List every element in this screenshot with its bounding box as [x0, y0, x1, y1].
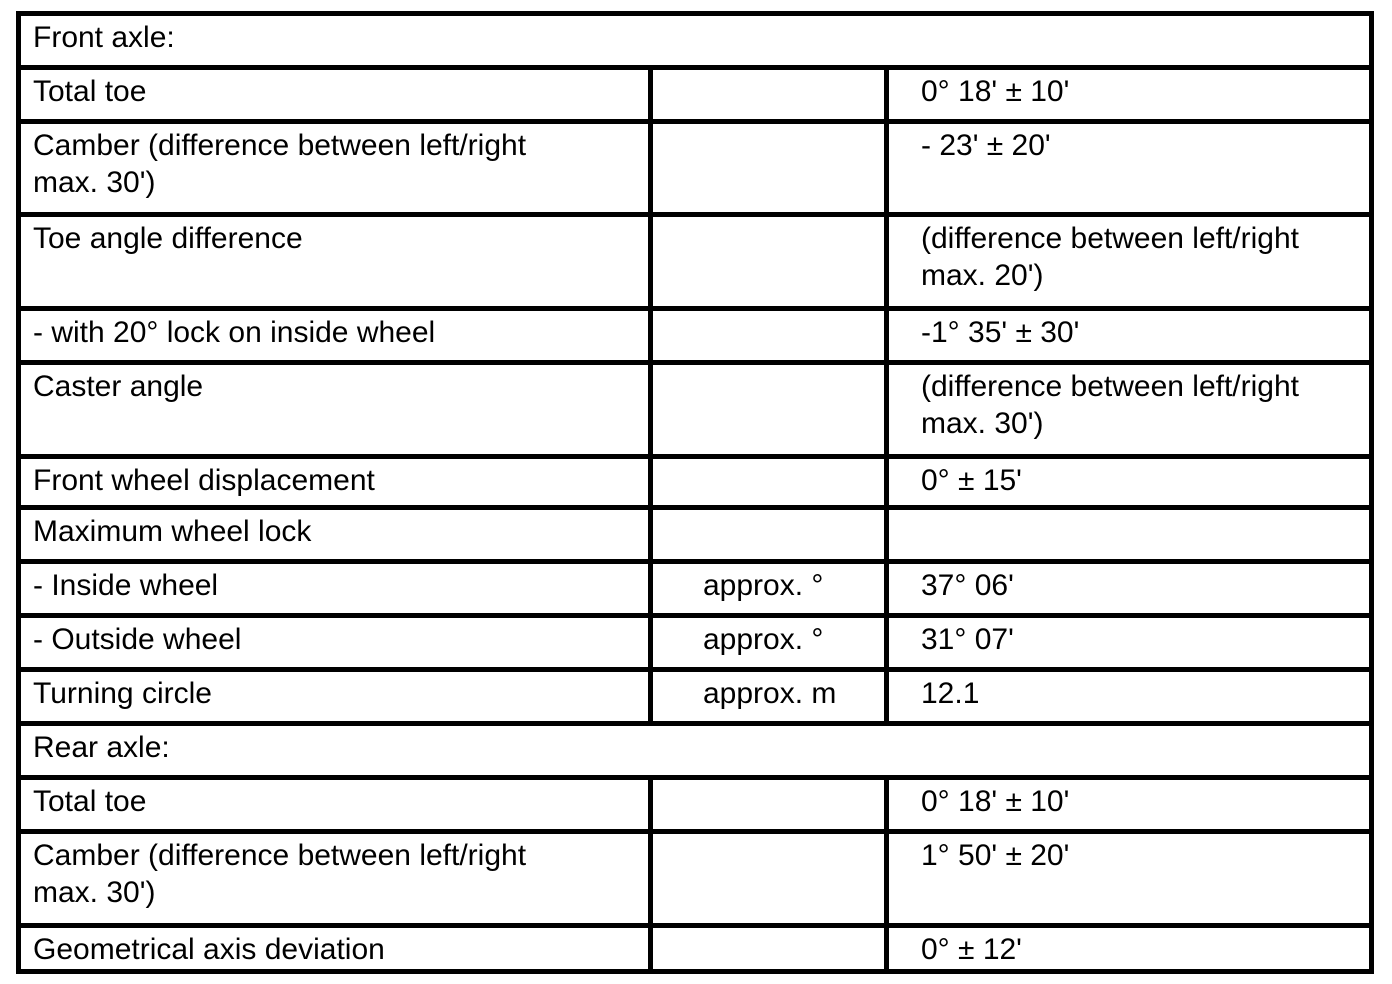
- unit-cell: [651, 457, 887, 508]
- front-axle-heading: Front axle:: [19, 14, 1372, 68]
- value-cell: (difference between left/right max. 20'): [887, 215, 1372, 309]
- table-row: [19, 508, 1372, 562]
- param-cell: Camber (difference between left/right max. 30'): [19, 832, 651, 926]
- param-cell: Caster angle: [19, 363, 651, 457]
- table-row: [19, 363, 1372, 457]
- table-row: [19, 670, 1372, 724]
- unit-cell: approx. °: [651, 562, 887, 616]
- value-cell: 0° ± 15': [887, 457, 1372, 508]
- param-cell: Turning circle: [19, 670, 651, 724]
- table-row: [19, 926, 1372, 972]
- value-cell: 1° 50' ± 20': [887, 832, 1372, 926]
- param-cell: Toe angle difference: [19, 215, 651, 309]
- unit-cell: [651, 122, 887, 215]
- unit-cell: [651, 68, 887, 122]
- table-row: [19, 457, 1372, 508]
- param-cell: Maximum wheel lock: [19, 508, 651, 562]
- value-cell: - 23' ± 20': [887, 122, 1372, 215]
- param-cell: - Outside wheel: [19, 616, 651, 670]
- value-cell: 0° 18' ± 10': [887, 778, 1372, 832]
- section-heading-row: [19, 14, 1372, 68]
- unit-cell: [651, 926, 887, 972]
- table-row: [19, 562, 1372, 616]
- table-row: [19, 215, 1372, 309]
- param-cell: Total toe: [19, 778, 651, 832]
- param-cell: Front wheel displacement: [19, 457, 651, 508]
- table-row: [19, 832, 1372, 926]
- unit-cell: [651, 363, 887, 457]
- param-cell: Total toe: [19, 68, 651, 122]
- wheel-alignment-spec-table: [16, 11, 1374, 974]
- table-row: [19, 122, 1372, 215]
- unit-cell: [651, 309, 887, 363]
- unit-cell: [651, 832, 887, 926]
- table-row: [19, 309, 1372, 363]
- table-row: [19, 778, 1372, 832]
- param-cell: Geometrical axis deviation: [19, 926, 651, 972]
- value-cell: 0° ± 12': [887, 926, 1372, 972]
- value-cell: 0° 18' ± 10': [887, 68, 1372, 122]
- rear-axle-heading: Rear axle:: [19, 724, 1372, 778]
- section-heading-row: [19, 724, 1372, 778]
- param-cell: - with 20° lock on inside wheel: [19, 309, 651, 363]
- param-cell: Camber (difference between left/right max. 30'): [19, 122, 651, 215]
- value-cell: 12.1: [887, 670, 1372, 724]
- unit-cell: approx. m: [651, 670, 887, 724]
- value-cell: 31° 07': [887, 616, 1372, 670]
- value-cell: (difference between left/right max. 30'): [887, 363, 1372, 457]
- unit-cell: [651, 508, 887, 562]
- param-cell: - Inside wheel: [19, 562, 651, 616]
- unit-cell: [651, 215, 887, 309]
- table-row: [19, 616, 1372, 670]
- unit-cell: approx. °: [651, 616, 887, 670]
- table-row: [19, 68, 1372, 122]
- value-cell: [887, 508, 1372, 562]
- unit-cell: [651, 778, 887, 832]
- value-cell: -1° 35' ± 30': [887, 309, 1372, 363]
- value-cell: 37° 06': [887, 562, 1372, 616]
